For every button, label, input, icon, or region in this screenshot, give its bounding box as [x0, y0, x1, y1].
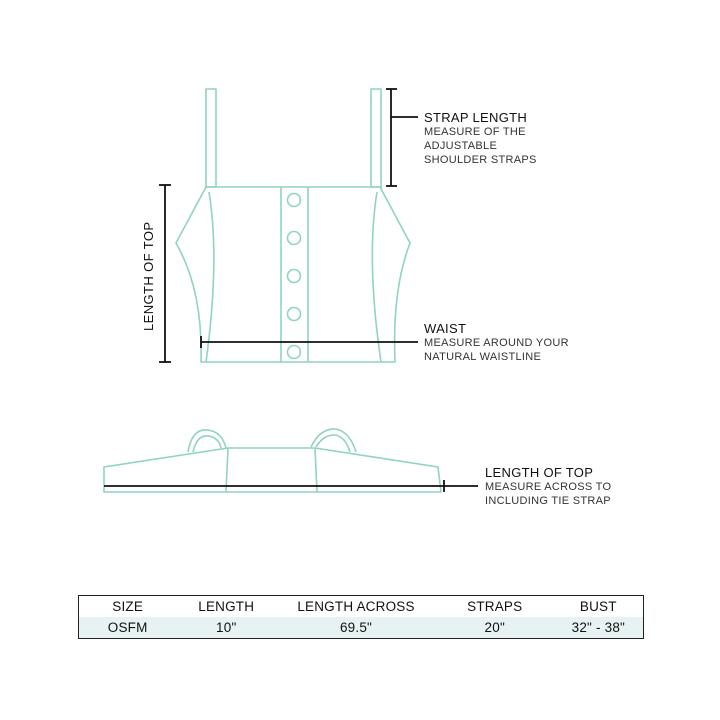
- size-table-header: [79, 596, 644, 618]
- left-seam: [206, 192, 214, 362]
- waist-title: WAIST: [424, 321, 467, 336]
- strap-length-callout: [424, 110, 537, 167]
- length-across-line: INCLUDING TIE STRAP: [485, 495, 611, 507]
- strap-length-line: MEASURE OF THE: [424, 126, 526, 138]
- button: [288, 270, 301, 283]
- left-strap: [206, 89, 216, 187]
- table-row: [79, 617, 644, 639]
- strap-length-line: SHOULDER STRAPS: [424, 154, 537, 166]
- header-size: SIZE: [112, 599, 144, 614]
- button: [288, 194, 301, 207]
- button: [288, 308, 301, 321]
- header-length: LENGTH: [198, 599, 255, 614]
- cell-bust: 32" - 38": [554, 617, 644, 639]
- strap-length-title: STRAP LENGTH: [424, 110, 528, 125]
- length-across-line: MEASURE ACROSS TO: [485, 481, 612, 493]
- waist-line: NATURAL WAISTLINE: [424, 351, 542, 363]
- header-length-across: LENGTH ACROSS: [297, 599, 415, 614]
- button: [288, 346, 301, 359]
- button: [288, 232, 301, 245]
- right-strap: [371, 89, 381, 187]
- waist-line: MEASURE AROUND YOUR: [424, 337, 569, 349]
- cell-length-across: 69.5": [276, 617, 436, 639]
- length-across-title: LENGTH OF TOP: [485, 465, 594, 480]
- header-bust: BUST: [579, 599, 617, 614]
- header-straps: STRAPS: [467, 599, 523, 614]
- length-of-top-vertical-label: LENGTH OF TOP: [141, 221, 156, 331]
- cell-straps: 20": [436, 617, 554, 639]
- cell-length: 10": [176, 617, 276, 639]
- length-across-callout: [485, 465, 616, 508]
- right-seam: [372, 192, 381, 362]
- strap-length-line: ADJUSTABLE: [424, 140, 498, 152]
- waist-callout: [424, 321, 569, 364]
- cell-size: OSFM: [79, 617, 177, 639]
- size-table: [78, 595, 644, 639]
